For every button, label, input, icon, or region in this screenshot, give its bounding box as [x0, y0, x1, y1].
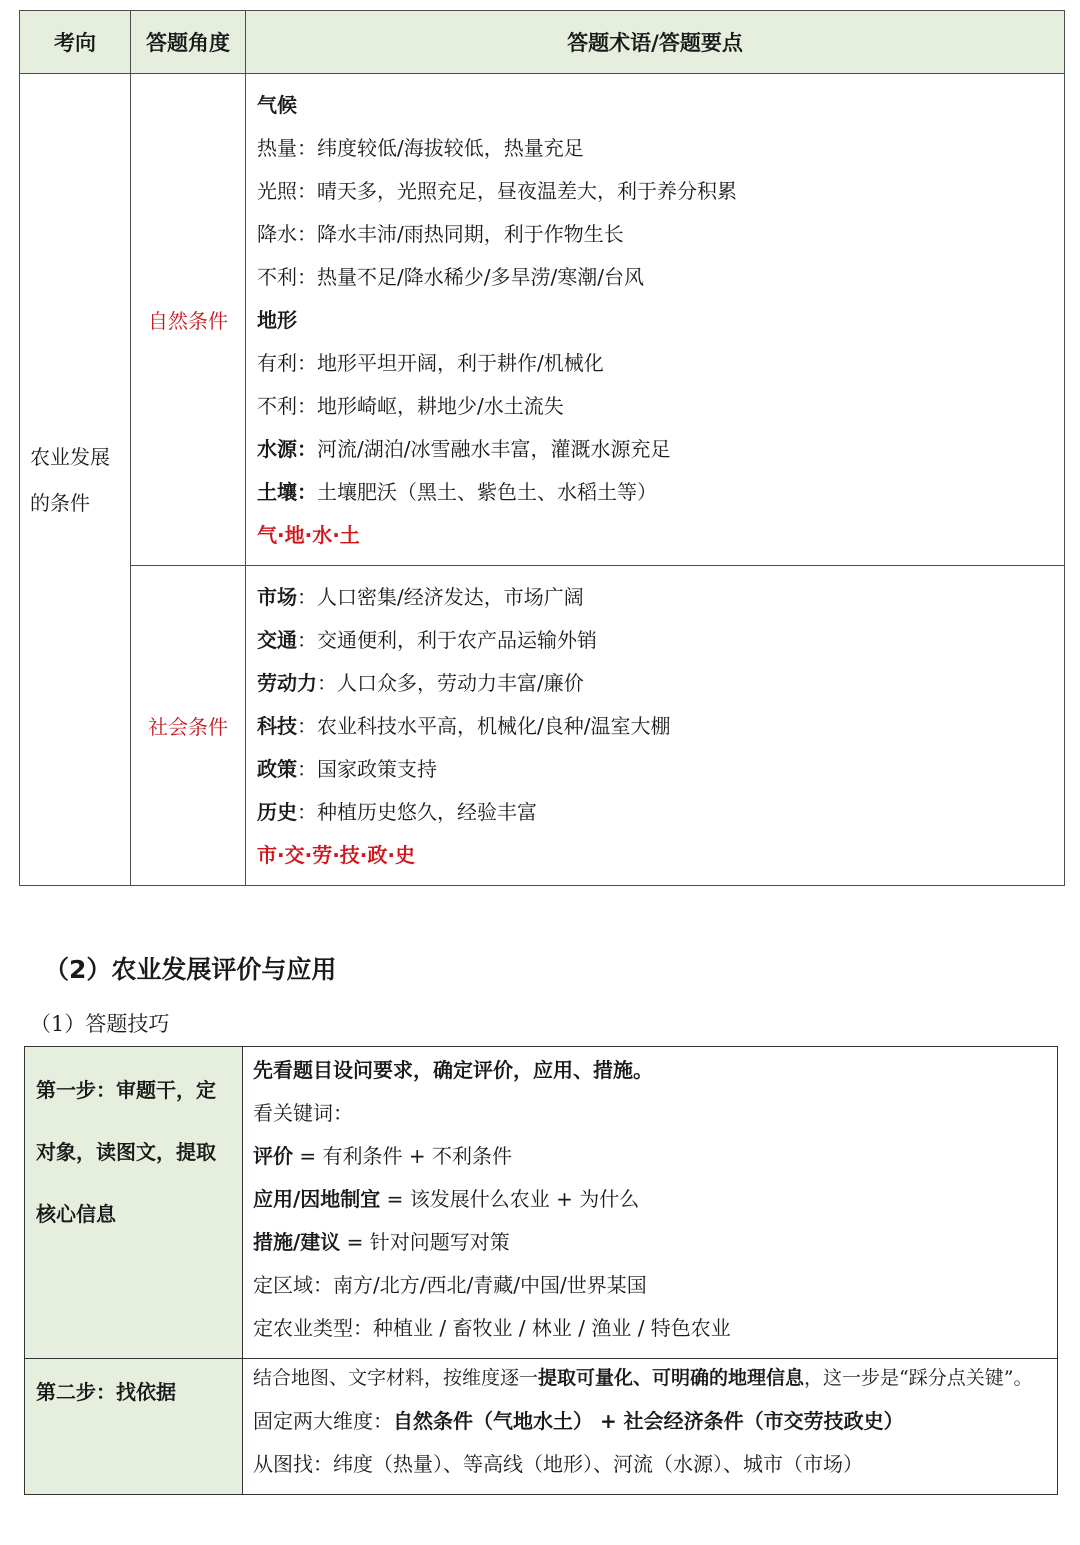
natural-points — [246, 74, 1065, 566]
list-item — [257, 705, 1054, 748]
list-item — [253, 1049, 1047, 1092]
item-text: = 该发展什么农业 + 为什么 — [380, 1187, 640, 1211]
item-text: = 针对问题写对策 — [340, 1230, 510, 1254]
step2-dimensions — [253, 1400, 1047, 1443]
list-item — [257, 342, 1054, 385]
bold-term: 科技 — [257, 714, 297, 738]
step2-intro-post: ，这一步是“踩分点关键”。 — [804, 1367, 1033, 1389]
answer-skills-table — [24, 1046, 1058, 1495]
step2-dims-pre: 固定两大维度： — [253, 1409, 393, 1433]
list-item — [257, 662, 1054, 705]
list-item — [257, 791, 1054, 834]
list-item — [253, 1092, 1047, 1135]
step2-find: 从图找：纬度（热量）、等高线（地形）、河流（水源）、城市（市场） — [253, 1452, 863, 1476]
bold-term: 措施/建议 — [253, 1230, 341, 1254]
bold-term: 应用/因地制宜 — [253, 1187, 381, 1211]
item-text: ：种植历史悠久，经验丰富 — [297, 800, 537, 824]
agriculture-conditions-table — [19, 10, 1065, 886]
item-text: 不利：热量不足/降水稀少/多旱涝/寒潮/台风 — [257, 265, 644, 289]
table-header-row — [20, 11, 1065, 74]
bold-term: 先看题目设问要求，确定评价，应用、措施。 — [253, 1058, 653, 1082]
step2-content — [243, 1359, 1058, 1495]
step1-content — [243, 1047, 1058, 1359]
header-angle: 答题角度 — [131, 11, 246, 74]
list-item — [257, 84, 1054, 127]
item-text: 定区域：南方/北方/西北/青藏/中国/世界某国 — [253, 1273, 647, 1297]
list-item — [257, 299, 1054, 342]
header-direction: 考向 — [20, 11, 131, 74]
social-points — [246, 566, 1065, 886]
step2-intro-pre: 结合地图、文字材料，按维度逐一 — [253, 1367, 539, 1389]
item-text: ：人口密集/经济发达，市场广阔 — [297, 585, 584, 609]
item-text: 热量：纬度较低/海拔较低，热量充足 — [257, 136, 584, 160]
list-item — [257, 127, 1054, 170]
sub-title: （1）答题技巧 — [30, 1012, 170, 1036]
step2-dims-bold: 自然条件（气地水土） + 社会经济条件（市交劳技政史） — [393, 1409, 904, 1433]
item-text: 有利：地形平坦开阔，利于耕作/机械化 — [257, 351, 604, 375]
item-text: = 有利条件 + 不利条件 — [293, 1144, 512, 1168]
list-item — [253, 1178, 1047, 1221]
list-item — [253, 1221, 1047, 1264]
list-item — [257, 748, 1054, 791]
header-points: 答题术语/答题要点 — [246, 11, 1065, 74]
list-item — [253, 1264, 1047, 1307]
natural-mnemonic: 气·地·水·土 — [257, 523, 360, 547]
bold-term: 历史 — [257, 800, 297, 824]
item-text: 定农业类型：种植业 / 畜牧业 / 林业 / 渔业 / 特色农业 — [253, 1316, 731, 1340]
social-mnemonic: 市·交·劳·技·政·史 — [257, 843, 415, 867]
item-text: 土壤肥沃（黑土、紫色土、水稻土等） — [317, 480, 657, 504]
item-text: 看关键词： — [253, 1101, 353, 1125]
table-row-step2 — [25, 1359, 1058, 1495]
list-item — [257, 576, 1054, 619]
direction-cell: 农业发展的条件 — [20, 74, 131, 886]
list-item — [257, 213, 1054, 256]
bold-term: 市场 — [257, 585, 297, 609]
table-row-step1 — [25, 1047, 1058, 1359]
item-text: ：农业科技水平高，机械化/良种/温室大棚 — [297, 714, 671, 738]
list-item — [257, 619, 1054, 662]
list-item — [257, 471, 1054, 514]
category-social: 社会条件 — [131, 566, 246, 886]
list-item — [257, 385, 1054, 428]
bold-term: 气候 — [257, 93, 297, 117]
step2-intro — [253, 1361, 1047, 1400]
list-item — [257, 428, 1054, 471]
list-item — [257, 256, 1054, 299]
item-text: 降水：降水丰沛/雨热同期，利于作物生长 — [257, 222, 624, 246]
table-row-social — [20, 566, 1065, 886]
step2-label: 第二步：找依据 — [25, 1359, 243, 1495]
item-text: ：人口众多，劳动力丰富/廉价 — [317, 671, 584, 695]
list-item — [253, 1307, 1047, 1350]
step2-intro-bold: 提取可量化、可明确的地理信息 — [538, 1367, 805, 1389]
bold-term: 劳动力 — [257, 671, 317, 695]
section-title: （2）农业发展评价与应用 — [44, 955, 337, 984]
bold-term: 水源： — [257, 437, 317, 461]
item-text: 不利：地形崎岖，耕地少/水土流失 — [257, 394, 564, 418]
item-text: ：国家政策支持 — [297, 757, 437, 781]
bold-term: 土壤： — [257, 480, 317, 504]
step1-label: 第一步：审题干，定对象，读图文，提取核心信息 — [25, 1047, 243, 1359]
bold-term: 交通 — [257, 628, 297, 652]
item-text: ：交通便利，利于农产品运输外销 — [297, 628, 597, 652]
list-item — [253, 1135, 1047, 1178]
item-text: 光照：晴天多，光照充足，昼夜温差大，利于养分积累 — [257, 179, 737, 203]
list-item — [257, 170, 1054, 213]
bold-term: 政策 — [257, 757, 297, 781]
item-text: 河流/湖泊/冰雪融水丰富，灌溉水源充足 — [317, 437, 671, 461]
category-natural: 自然条件 — [131, 74, 246, 566]
table-row-natural — [20, 74, 1065, 566]
bold-term: 地形 — [257, 308, 297, 332]
bold-term: 评价 — [253, 1144, 293, 1168]
